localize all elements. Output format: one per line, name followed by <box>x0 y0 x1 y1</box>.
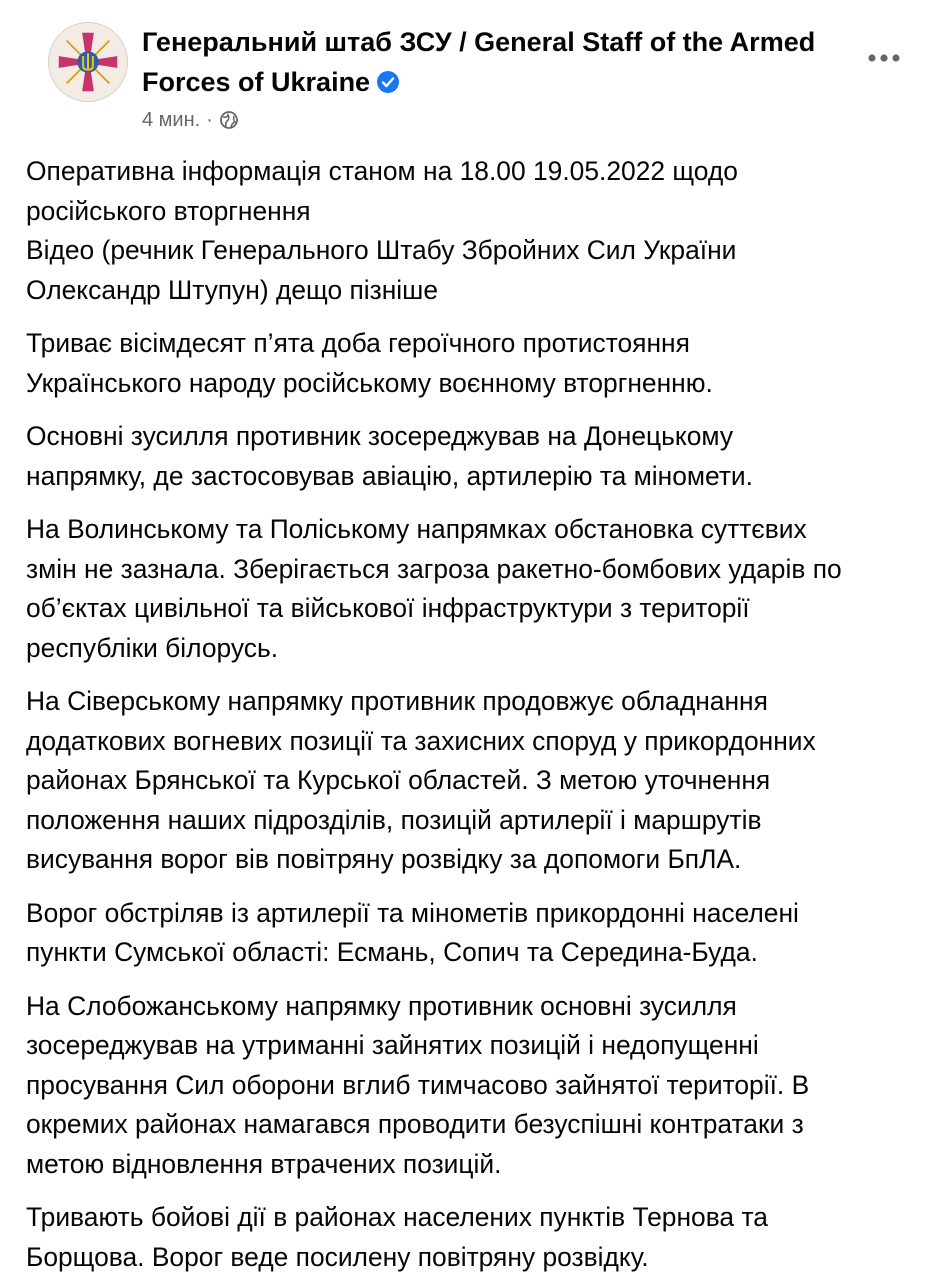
meta-separator: · <box>206 109 213 131</box>
post-paragraph: На Сіверському напрямку противник продовжує обладнання додаткових вогневих позиції та захисних споруд у прикордонних районах Брянської та Курської областей. З метою уточнення положення наших підрозділів, позицій артилерії і маршрутів висування ворог вів повітряну розвідку за допомоги БпЛА. <box>26 686 816 874</box>
globe-icon[interactable] <box>219 110 239 130</box>
post-header <box>24 0 926 146</box>
post-paragraph: Ворог обстріляв із артилерії та мінометів прикордонні населені пункти Сумської області: Есмань, Сопич та Середина-Буда. <box>26 897 799 967</box>
page-name-text[interactable]: Генеральний штаб ЗСУ / General Staff of the Armed Forces of Ukraine <box>142 27 816 97</box>
page-name[interactable] <box>142 22 862 102</box>
post-paragraph: На Слобожанському напрямку противник основні зусилля зосереджував на утриманні зайнятих позицій і недопущенні просування Сил оборони вглиб тимчасово зайнятої території. В окремих районах намагався проводити безуспішні контратаки з метою відновлення втрачених позицій. <box>26 990 810 1179</box>
post-timestamp[interactable]: 4 мин. <box>142 109 201 131</box>
post-meta <box>142 104 239 136</box>
post-paragraph: Тривають бойові дії в районах населених пунктів Тернова та Борщова. Ворог веде посилену повітряну розвідку. <box>26 1202 768 1272</box>
armed-forces-emblem-icon <box>49 23 127 101</box>
page-avatar[interactable] <box>48 22 128 102</box>
post-paragraph: На Волинському та Поліському напрямках обстановка суттєвих змін не зазнала. Зберігається загроза ракетно-бомбових ударів по об’єктах цивільної та військової інфраструктури з території республіки білорусь. <box>26 514 842 663</box>
post-body <box>26 152 926 1280</box>
post-paragraph: Основні зусилля противник зосереджував на Донецькому напрямку, де застосовував авіацію, артилерію та міномети. <box>26 421 754 491</box>
post-paragraph: Оперативна інформація станом на 18.00 19.05.2022 щодо російського вторгнення Відео (речник Генерального Штабу Збройних Сил України Олександр Штупун) дещо пізніше <box>26 156 738 305</box>
verified-badge-icon <box>376 70 400 94</box>
post-paragraph: Триває вісімдесят п’ята доба героїчного протистояння Українського народу російському воєнному вторгненню. <box>26 328 713 398</box>
more-options-icon[interactable] <box>864 42 904 74</box>
